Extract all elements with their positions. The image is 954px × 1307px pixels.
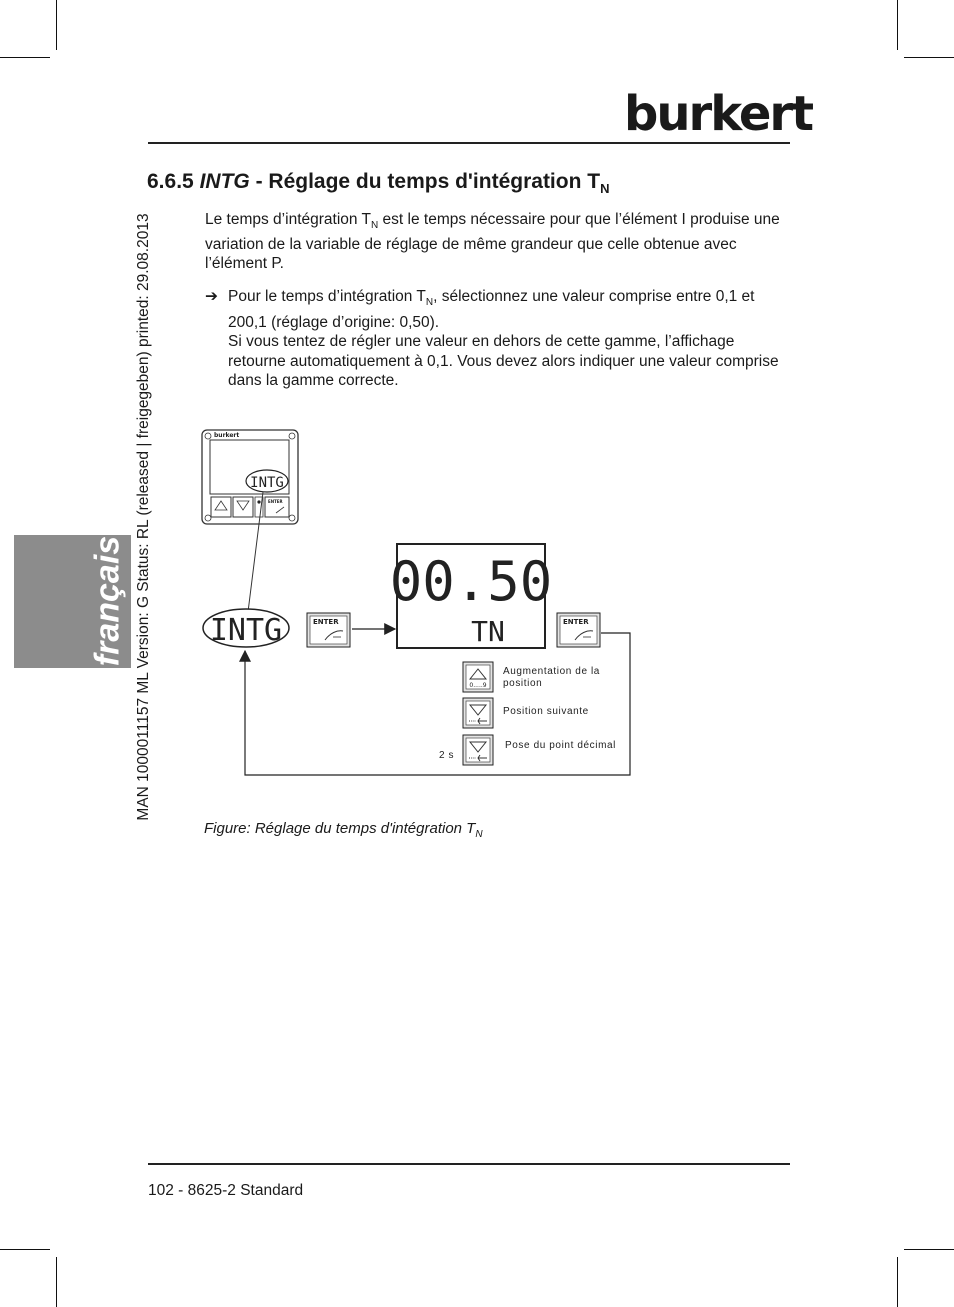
intro-text-2: est le temps nécessaire pour que l’élément I produise une variation de la variable de réglage de même grandeur que celle obtenue avec l’élément P.: [205, 211, 780, 273]
section-title: - Réglage du temps d'intégration T: [255, 170, 601, 193]
hold-time-label: 2 s: [439, 750, 455, 761]
page-footer: 102 - 8625-2 Standard: [148, 1182, 304, 1199]
figure-caption: [204, 820, 483, 840]
device-up-key[interactable]: [211, 497, 231, 517]
display-unit: TN: [471, 615, 505, 648]
device-down-key[interactable]: [233, 497, 253, 517]
language-tab-label: français: [88, 535, 127, 667]
caption-text: Figure: Réglage du temps d'intégration T: [204, 820, 476, 837]
enter-key-1[interactable]: [307, 613, 350, 647]
legend-next-label: Position suivante: [503, 706, 589, 717]
device-display-text: INTG: [250, 475, 284, 491]
legend-decimal-label: Pose du point décimal: [505, 740, 616, 751]
footer-rule: [148, 1163, 790, 1165]
section-title-sub: N: [600, 181, 610, 197]
enter-key-2-label: ENTER: [563, 618, 589, 626]
arrow-icon: ➔: [205, 288, 218, 305]
instruction-text-b: , sélectionnez une valeur comprise entre 0,1 et 200,1 (réglage d’origine: 0,50).: [228, 288, 755, 331]
instruction-sub: N: [425, 297, 434, 309]
section-keyword: INTG: [199, 170, 250, 193]
document-meta: MAN 1000011157 ML Version: G Status: RL (released | freigegeben) printed: 29.08.2013: [135, 213, 152, 821]
up-key-label: 0.....9: [469, 682, 487, 689]
enter-key-1-label: ENTER: [313, 618, 339, 626]
caption-sub: N: [475, 829, 483, 840]
up-key[interactable]: [463, 662, 493, 692]
enter-key-2[interactable]: [557, 613, 600, 647]
intg-label: INTG: [209, 613, 283, 648]
device-brand: burkert: [214, 432, 240, 439]
section-number: 6.6.5: [147, 170, 194, 193]
legend-up-label: Augmentation de la: [503, 666, 600, 677]
decimal-point-key[interactable]: [463, 735, 493, 765]
device-enter-key-label: ENTER: [268, 499, 283, 504]
down-key[interactable]: [463, 698, 493, 728]
return-loop-line: [245, 633, 630, 775]
intro-sub: N: [371, 220, 379, 232]
logo-wordmark: burkert: [624, 86, 813, 142]
device-illustration: [202, 430, 298, 524]
intro-text-1: Le temps d’intégration T: [205, 211, 372, 228]
instruction-text-a: Pour le temps d’intégration T: [228, 288, 426, 305]
value-display: [390, 544, 553, 648]
intg-menu-item: [203, 609, 289, 648]
legend-up-label-2: position: [503, 678, 543, 689]
instruction-text-c: Si vous tentez de régler une valeur en dehors de cette gamme, l’affichage retourne automatiquement à 0,1. Vous devez alors indiquer une valeur comprise dans la gamme correcte.: [228, 333, 779, 390]
display-value: 00.50: [389, 550, 553, 613]
